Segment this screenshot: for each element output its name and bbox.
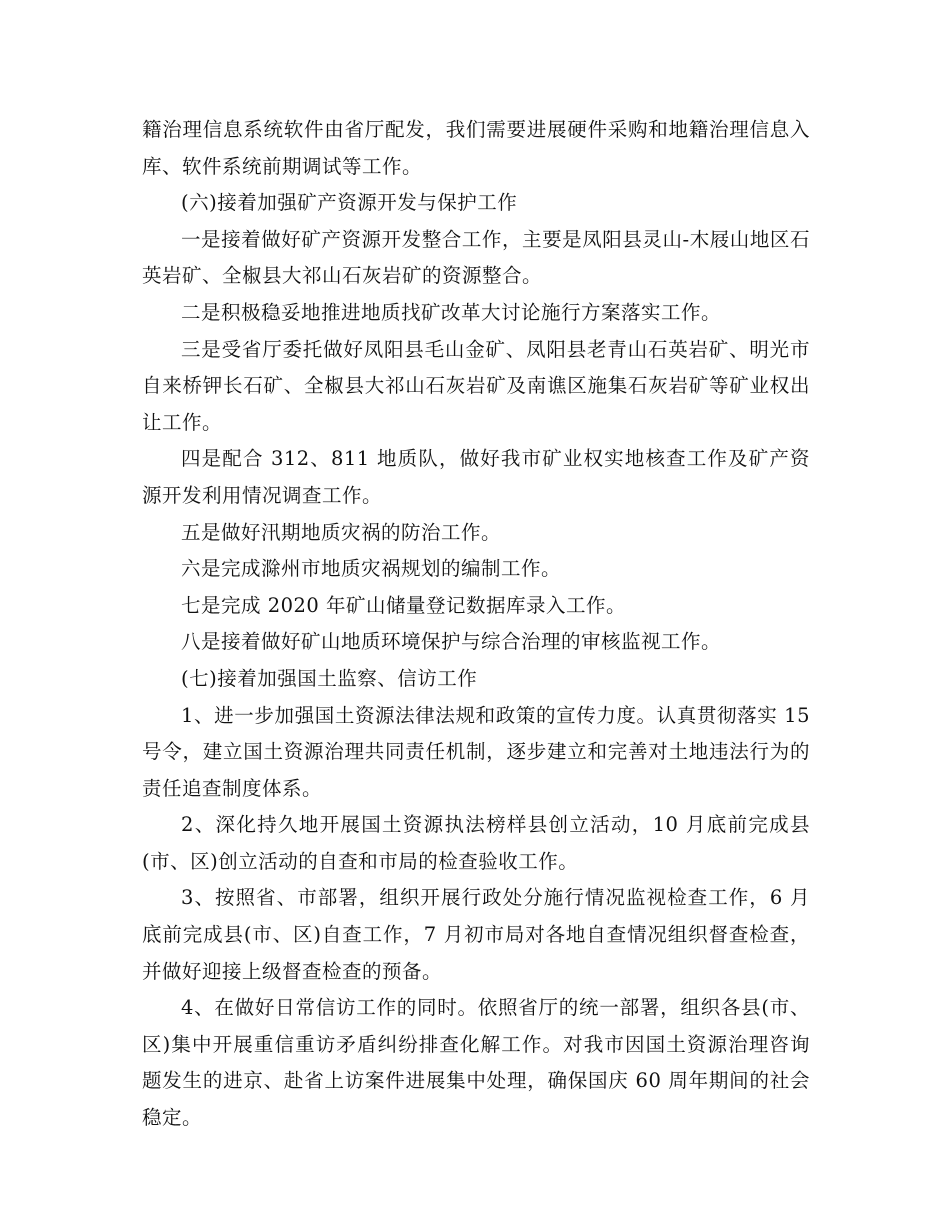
paragraph: 七是完成 2020 年矿山储量登记数据库录入工作。: [181, 593, 627, 617]
paragraph: 4、在做好日常信访工作的同时。依照省厅的统一部署，组织各县(市、区)集中开展重信重访矛盾纠纷排查化解工作。对我市因国土资源治理咨询题发生的进京、赴省上访案件进展集中处理，确保国庆 60 周年期间的社会稳定。: [142, 996, 810, 1130]
paragraph: 1、进一步加强国土资源法律法规和政策的宣传力度。认真贯彻落实 15 号令，建立国土资源治理共同责任机制，逐步建立和完善对土地违法行为的责任追查制度体系。: [142, 703, 810, 800]
paragraph: 3、按照省、市部署，组织开展行政处分施行情况监视检查工作，6 月底前完成县(市、区)自查工作，7 月初市局对各地自查情况组织督查检查，并做好迎接上级督查检查的预备。: [142, 886, 810, 983]
paragraph: 2、深化持久地开展国土资源执法榜样县创立活动，10 月底前完成县(市、区)创立活动的自查和市局的检查验收工作。: [142, 813, 810, 873]
section-heading: (六)接着加强矿产资源开发与保护工作: [181, 191, 518, 215]
paragraph: 四是配合 312、811 地质队，做好我市矿业权实地核查工作及矿产资源开发利用情况调查工作。: [142, 447, 810, 507]
paragraph: 六是完成滁州市地质灾祸规划的编制工作。: [181, 557, 562, 581]
paragraph: 八是接着做好矿山地质环境保护与综合治理的审核监视工作。: [181, 630, 722, 654]
paragraph: 三是受省厅委托做好凤阳县毛山金矿、凤阳县老青山石英岩矿、明光市自来桥钾长石矿、全椒县大祁山石灰岩矿及南谯区施集石灰岩矿等矿业权出让工作。: [142, 337, 810, 434]
section-heading: (七)接着加强国土监察、信访工作: [181, 666, 478, 690]
document-body: [142, 112, 810, 1137]
paragraph: 二是积极稳妥地推进地质找矿改革大讨论施行方案落实工作。: [181, 300, 722, 324]
paragraph: 一是接着做好矿产资源开发整合工作，主要是凤阳县灵山-木屐山地区石英岩矿、全椒县大祁山石灰岩矿的资源整合。: [142, 227, 810, 288]
paragraph: 五是做好汛期地质灾祸的防治工作。: [181, 520, 502, 544]
paragraph: 籍治理信息系统软件由省厅配发，我们需要进展硬件采购和地籍治理信息入库、软件系统前期调试等工作。: [142, 118, 810, 178]
